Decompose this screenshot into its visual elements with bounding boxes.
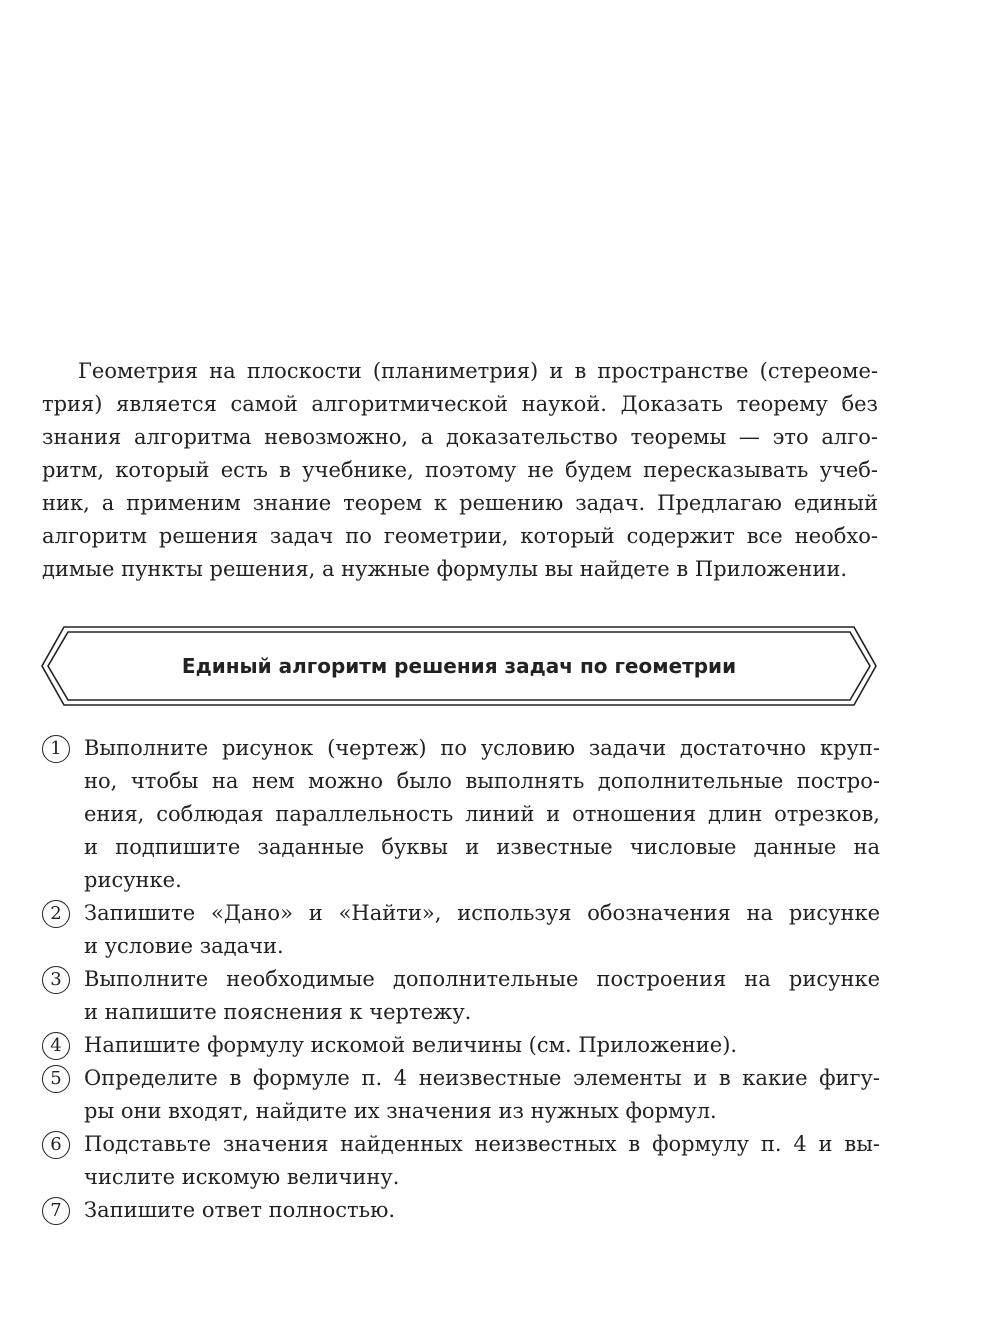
step-line: Выполните рисунок (чертеж) по условию задачи достаточно круп- xyxy=(84,736,880,760)
step-7 xyxy=(40,1194,880,1227)
step-line: и напишите пояснения к чертежу. xyxy=(84,1000,472,1024)
step-line: Запишите «Дано» и «Найти», используя обозначения на рисунке xyxy=(84,901,880,925)
section-banner xyxy=(40,626,878,706)
intro-paragraph xyxy=(42,355,878,586)
step-2 xyxy=(40,897,880,963)
banner-title: Единый алгоритм решения задач по геометрии xyxy=(181,654,737,678)
step-number-circle: 6 xyxy=(42,1131,70,1159)
step-line: Определите в формуле п. 4 неизвестные элементы и в какие фигу- xyxy=(84,1066,880,1090)
step-line: ения, соблюдая параллельность линий и отношения длин отрезков, xyxy=(84,802,880,826)
step-line: и подпишите заданные буквы и известные числовые данные на xyxy=(84,835,880,859)
step-number-circle: 5 xyxy=(42,1065,70,1093)
step-line: Напишите формулу искомой величины (см. Приложение). xyxy=(84,1033,738,1057)
step-line: рисунке. xyxy=(84,868,182,892)
step-line: ры они входят, найдите их значения из нужных формул. xyxy=(84,1099,717,1123)
step-line: и условие задачи. xyxy=(84,934,284,958)
intro-line: алгоритм решения задач по геометрии, который содержит все необхо- xyxy=(42,524,878,548)
intro-line: Геометрия на плоскости (планиметрия) и в пространстве (стереоме- xyxy=(78,359,878,383)
intro-line: знания алгоритма невозможно, а доказательство теоремы — это алго- xyxy=(42,425,878,449)
step-number-circle: 1 xyxy=(42,735,70,763)
step-3 xyxy=(40,963,880,1029)
step-line: числите искомую величину. xyxy=(84,1165,400,1189)
intro-line: ритм, который есть в учебнике, поэтому не будем пересказывать учеб- xyxy=(42,458,878,482)
step-line: Запишите ответ полностью. xyxy=(84,1198,396,1222)
step-number-circle: 3 xyxy=(42,966,70,994)
step-6 xyxy=(40,1128,880,1194)
step-1 xyxy=(40,732,880,897)
step-number-circle: 2 xyxy=(42,900,70,928)
step-4 xyxy=(40,1029,880,1062)
step-number-circle: 7 xyxy=(42,1197,70,1225)
step-line: но, чтобы на нем можно было выполнять дополнительные постро- xyxy=(84,769,880,793)
step-number-circle: 4 xyxy=(42,1032,70,1060)
step-5 xyxy=(40,1062,880,1128)
step-line: Выполните необходимые дополнительные построения на рисунке xyxy=(84,967,880,991)
intro-line: трия) является самой алгоритмической наукой. Доказать теорему без xyxy=(42,392,878,416)
intro-line: димые пункты решения, а нужные формулы вы найдете в Приложении. xyxy=(42,557,848,581)
algorithm-steps-list xyxy=(40,732,880,1227)
step-line: Подставьте значения найденных неизвестных в формулу п. 4 и вы- xyxy=(84,1132,880,1156)
intro-line: ник, а применим знание теорем к решению задач. Предлагаю единый xyxy=(42,491,878,515)
